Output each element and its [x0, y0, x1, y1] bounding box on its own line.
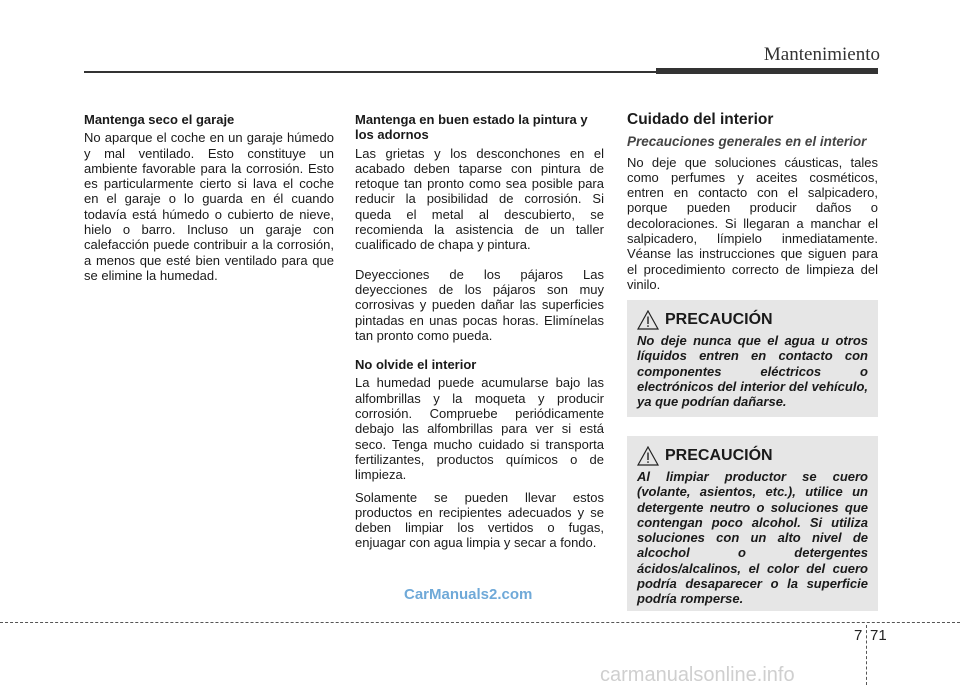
column-left — [84, 112, 334, 283]
interior-text: La humedad puede acumularse bajo las alfombrillas y la moqueta y producir corrosión. Compruebe periódicamente debajo las alfombrillas para ver si está seco. Tenga mucho cuidado si transporta fertilizantes, productos químicos o de limpieza. — [355, 375, 604, 483]
bird-droppings-text: Deyecciones de los pájaros Las deyecciones de los pájaros son muy corrosivas y pueden dañar las superficies pintadas en unas pocas horas. Elimínelas tan pronto como pueda. — [355, 266, 604, 343]
caution-header — [637, 446, 868, 466]
interior-care-subtitle: Precauciones generales en el interior — [627, 134, 867, 150]
column-middle — [355, 112, 604, 551]
warning-triangle-icon — [637, 446, 659, 466]
caution-text: No deje nunca que el agua u otros líquidos entren en contacto con componentes eléctricos o electrónicos del interior del vehículo, ya que podrían dañarse. — [637, 333, 868, 410]
page-number-divider — [866, 625, 867, 685]
footer-url: carmanualsonline.info — [600, 664, 795, 686]
garage-text: No aparque el coche en un garaje húmedo y mal ventilado. Esto constituye un ambiente favorable para la corrosión. Esto es particularmente cierto si lava el coche en el garaje o lo guarda en él cuando todavía está húmedo o cubierto de nieve, hielo o barro. Incluso un garaje con calefacción puede contribuir a la corrosión, a menos que esté bien ventilado para que se elimine la humedad. — [84, 130, 334, 283]
caution-title: PRECAUCIÓN — [665, 311, 773, 328]
column-right — [627, 112, 878, 292]
interior-heading: No olvide el interior — [355, 357, 477, 373]
interior-care-title: Cuidado del interior — [627, 111, 774, 128]
caution-header — [637, 310, 868, 330]
header-rule-thick — [656, 68, 878, 74]
header-rule-thin — [84, 71, 656, 73]
products-text: Solamente se pueden llevar estos productos en recipientes adecuados y se deben limpiar los vertidos o fugas, enjuagar con agua limpia y secar a fondo. — [355, 489, 604, 551]
interior-care-text: No deje que soluciones cáusticas, tales como perfumes y aceites cosméticos, entren en contacto con el salpicadero, porque pueden producir daños o decoloraciones. Si llegaran a manchar el salpicadero, límpielo inmediatamente. Véanse las instrucciones que siguen para el procedimiento correcto de limpieza del vinilo. — [627, 154, 878, 292]
bottom-rule — [0, 622, 960, 623]
watermark-logo: CarManuals2.com — [404, 586, 533, 603]
caution-title: PRECAUCIÓN — [665, 447, 773, 464]
caution-box-leather — [627, 436, 878, 611]
paint-heading: Mantenga en buen estado la pintura y los adornos — [355, 112, 588, 143]
garage-heading: Mantenga seco el garaje — [84, 112, 235, 127]
caution-box-electrical — [627, 300, 878, 417]
page-header-title: Mantenimiento — [763, 44, 880, 65]
page-number: 71 — [870, 627, 887, 644]
caution-text: Al limpiar productor se cuero (volante, asientos, etc.), utilice un detergente neutro o soluciones que contengan poco alcohol. Si utiliza soluciones con un alto nivel de alcochol o detergentes ácidos/alcalinos, el color del cuero podría desaparecer o la superficie podría romperse. — [637, 469, 868, 607]
paint-text: Las grietas y los desconchones en el acabado deben taparse con pintura de retoque tan pronto como sea posible para reducir la posibilidad de corrosión. Si queda el metal al descubierto, se recomienda la asistencia de un taller cualificado de chapa y pintura. — [355, 145, 604, 253]
warning-triangle-icon — [637, 310, 659, 330]
chapter-number: 7 — [854, 627, 863, 644]
